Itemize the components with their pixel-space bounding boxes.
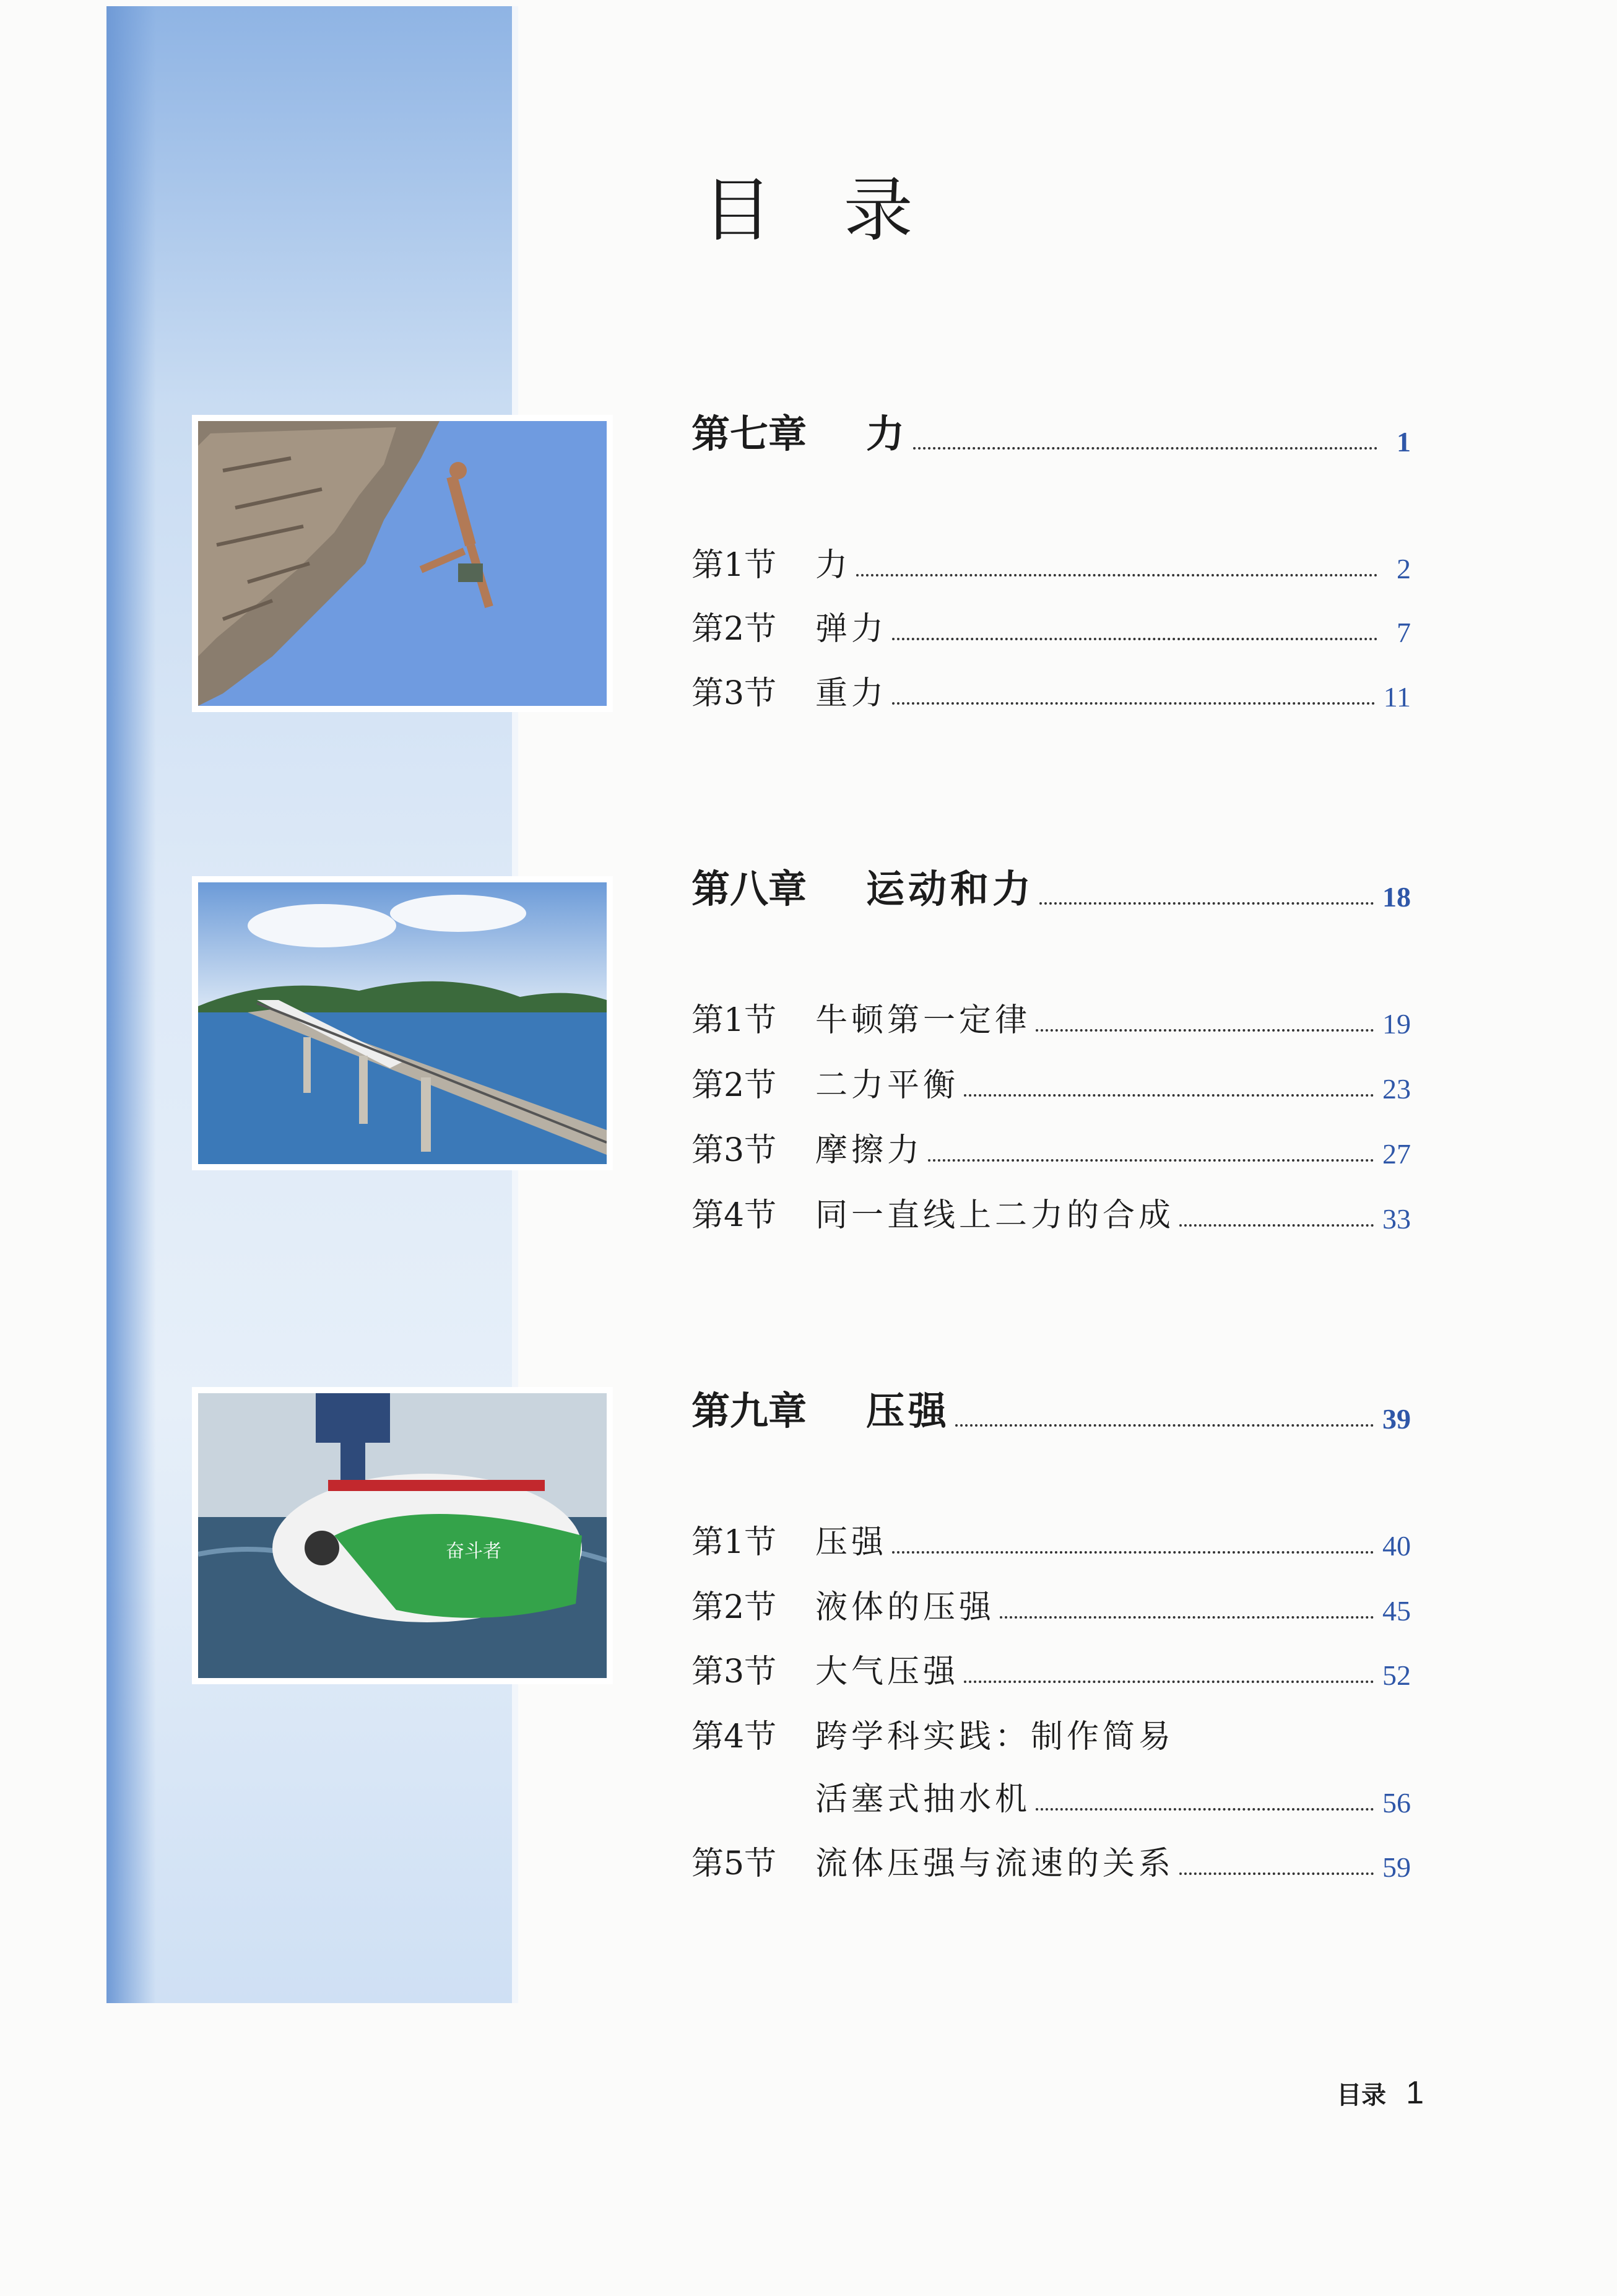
- page-number: 1: [1397, 426, 1411, 458]
- section-row-9-2[interactable]: [691, 1578, 1411, 1627]
- page-number: 19: [1382, 1008, 1411, 1040]
- leader-dots: [1179, 1872, 1374, 1875]
- leader-dots: [1036, 1028, 1374, 1032]
- leader-dots: [964, 1094, 1374, 1097]
- section-label: 第4节: [691, 1718, 777, 1755]
- section-label: 第1节: [691, 547, 777, 584]
- section-title-continued: 活塞式抽水机: [815, 1781, 1031, 1818]
- page-title: 目 录: [703, 170, 938, 251]
- section-title: 摩擦力: [815, 1132, 924, 1169]
- section-row-8-2[interactable]: [691, 1056, 1411, 1105]
- section-title: 力: [815, 547, 852, 584]
- chapter-row-7[interactable]: [691, 409, 1411, 458]
- section-title: 牛顿第一定律: [815, 1002, 1031, 1039]
- footer-page-number: 1: [1406, 2075, 1424, 2111]
- section-row-8-3[interactable]: [691, 1121, 1411, 1170]
- leader-dots: [1036, 1807, 1374, 1811]
- page-number: 33: [1382, 1203, 1411, 1235]
- section-title: 大气压强: [815, 1653, 960, 1690]
- section-label: 第3节: [691, 1653, 777, 1690]
- section-title: 二力平衡: [815, 1067, 960, 1104]
- section-row-7-1[interactable]: [691, 536, 1411, 585]
- page-number: 52: [1382, 1659, 1411, 1691]
- page-number: 7: [1397, 617, 1411, 648]
- chapter-label: 第八章: [691, 866, 807, 911]
- section-title: 压强: [815, 1524, 888, 1561]
- leader-dots: [1039, 902, 1374, 905]
- leader-dots: [856, 573, 1377, 576]
- section-row-8-4[interactable]: [691, 1186, 1411, 1235]
- leader-dots: [892, 1550, 1374, 1554]
- page-number: 27: [1382, 1138, 1411, 1170]
- chapter-label: 第九章: [691, 1388, 807, 1433]
- leader-dots: [955, 1424, 1374, 1427]
- section-label: 第1节: [691, 1524, 777, 1561]
- section-row-9-5[interactable]: [691, 1834, 1411, 1884]
- page-number: 56: [1382, 1787, 1411, 1819]
- section-row-7-3[interactable]: [691, 664, 1411, 713]
- section-row-8-1[interactable]: [691, 991, 1411, 1040]
- chapter-title: 压强: [866, 1388, 951, 1433]
- section-label: 第2节: [691, 1589, 777, 1626]
- page-number: 23: [1382, 1073, 1411, 1105]
- section-row-9-3[interactable]: [691, 1642, 1411, 1692]
- deep-sea-submersible-photo: [192, 1387, 613, 1684]
- section-label: 第2节: [691, 611, 777, 648]
- section-title: 弹力: [815, 611, 888, 648]
- section-row-9-1[interactable]: [691, 1513, 1411, 1562]
- section-label: 第3节: [691, 675, 777, 712]
- section-label: 第4节: [691, 1197, 777, 1234]
- leader-dots: [913, 446, 1377, 450]
- leader-dots: [964, 1680, 1374, 1683]
- section-label: 第5节: [691, 1845, 777, 1882]
- leader-dots: [892, 637, 1377, 640]
- leader-dots: [928, 1159, 1374, 1162]
- leader-dots: [892, 702, 1375, 705]
- page-number: 2: [1397, 553, 1411, 585]
- rock-climber-photo: [192, 415, 613, 712]
- section-label: 第2节: [691, 1067, 777, 1104]
- page-number: 40: [1382, 1530, 1411, 1562]
- chapter-title: 力: [866, 411, 909, 456]
- page-number: 45: [1382, 1595, 1411, 1627]
- section-row-9-4-cont[interactable]: [691, 1770, 1411, 1819]
- page-number: 11: [1383, 681, 1411, 713]
- section-row-9-4[interactable]: [691, 1707, 1411, 1757]
- section-title: 流体压强与流速的关系: [815, 1845, 1175, 1882]
- page-footer: [1300, 2071, 1424, 2115]
- submersible-hull-text: 奋斗者: [446, 1541, 501, 1562]
- section-title: 同一直线上二力的合成: [815, 1197, 1175, 1234]
- section-title: 液体的压强: [815, 1589, 995, 1626]
- section-row-7-2[interactable]: [691, 599, 1411, 649]
- chapter-row-9[interactable]: [691, 1386, 1411, 1435]
- footer-label: 目录: [1337, 2080, 1387, 2110]
- chapter-label: 第七章: [691, 411, 807, 456]
- chapter-title: 运动和力: [866, 866, 1035, 911]
- section-title: 跨学科实践：制作简易: [815, 1718, 1175, 1755]
- chapter-row-8[interactable]: [691, 864, 1411, 913]
- high-speed-train-bridge-photo: [192, 876, 613, 1170]
- section-label: 第3节: [691, 1132, 777, 1169]
- section-title: 重力: [815, 675, 888, 712]
- leader-spacer: [1179, 1747, 1402, 1748]
- leader-dots: [1000, 1615, 1374, 1619]
- page-number: 18: [1382, 881, 1411, 913]
- page-number: 59: [1382, 1851, 1411, 1883]
- leader-dots: [1179, 1224, 1374, 1227]
- page-number: 39: [1382, 1403, 1411, 1435]
- section-label: 第1节: [691, 1002, 777, 1039]
